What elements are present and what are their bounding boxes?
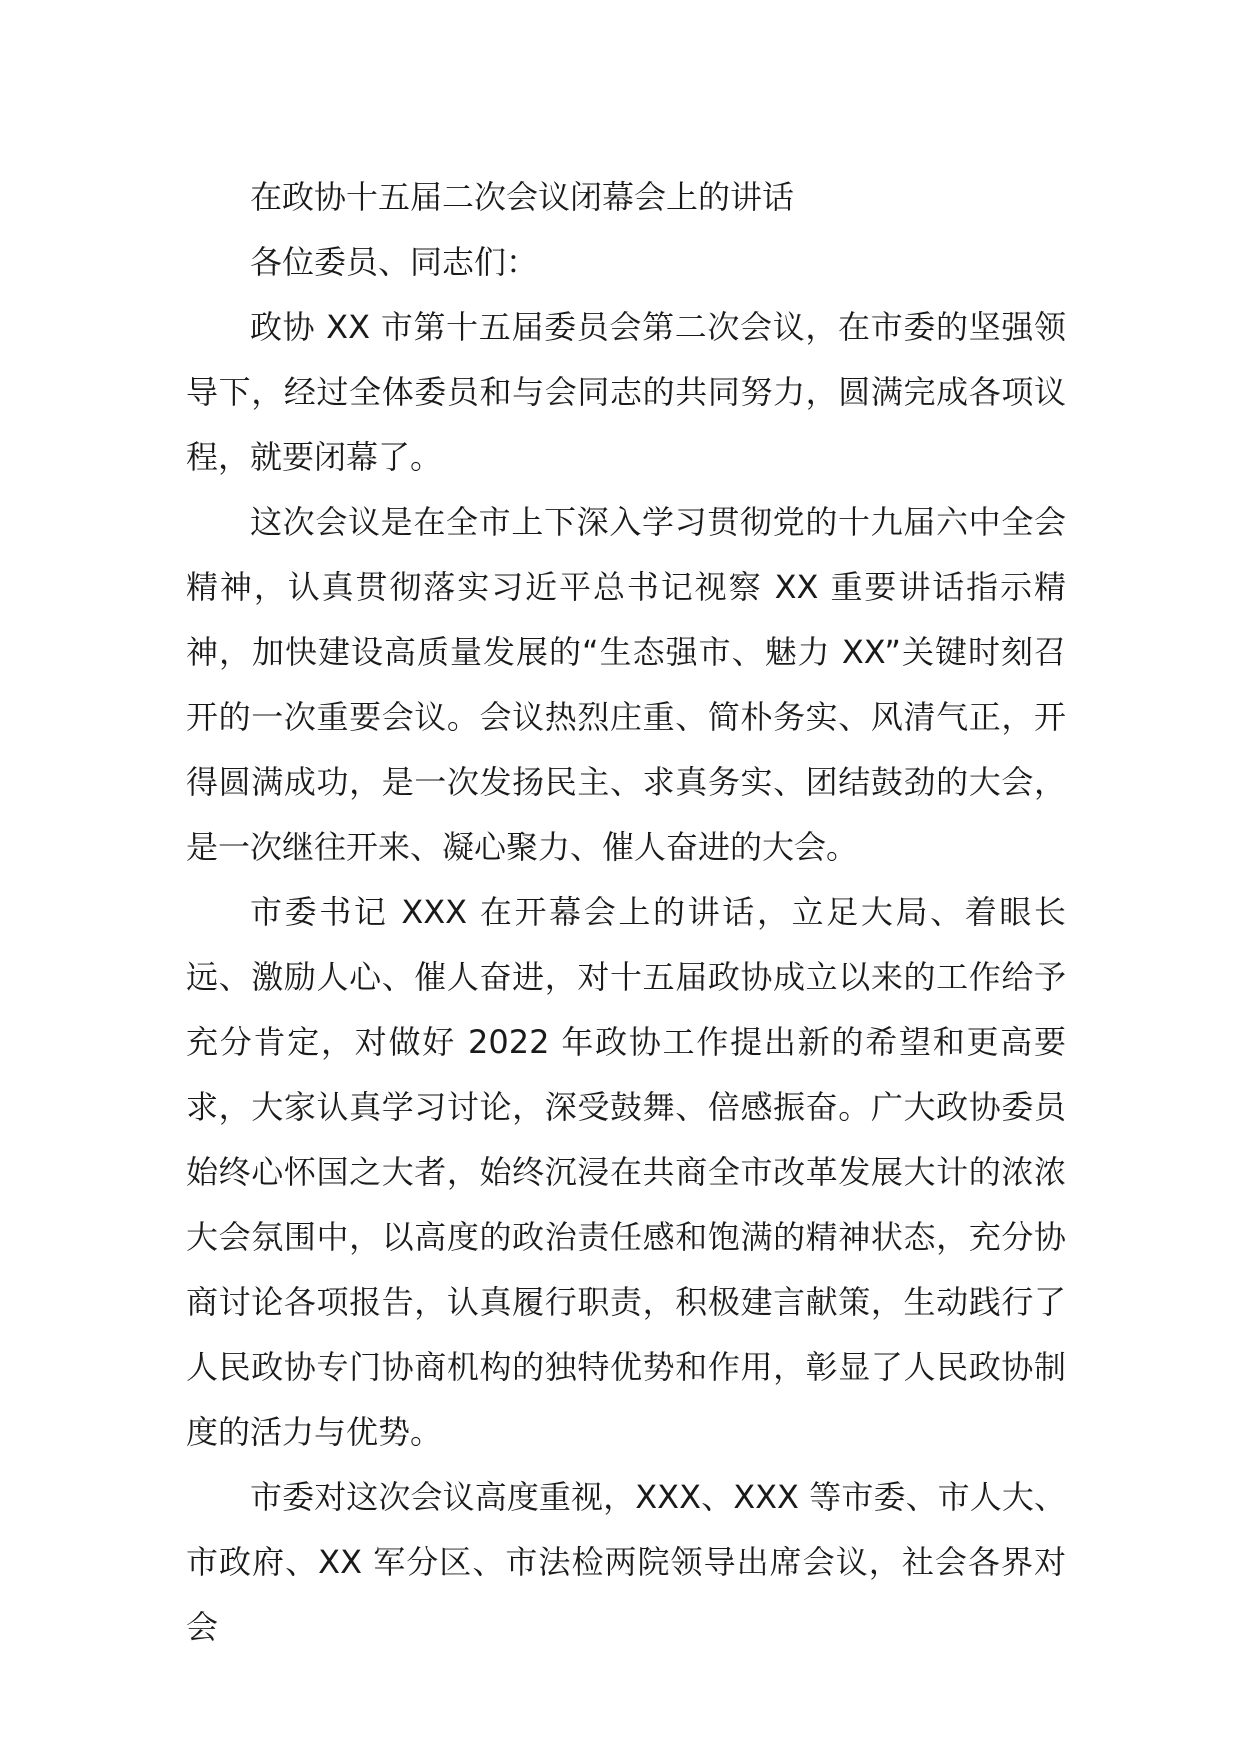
paragraph: 市委书记 XXX 在开幕会上的讲话，立足大局、着眼长远、激励人心、催人奋进，对十五届政协成立以来的工作给予充分肯定，对做好 2022 年政协工作提出新的希望和更高要求，大家认真学习讨论，深受鼓舞、倍感振奋。广大政协委员始终心怀国之大者，始终沉浸在共商全市改革发展大计的浓浓大会氛围中，以高度的政治责任感和饱满的精神状态，充分协商讨论各项报告，认真履行职责，积极建言献策，生动践行了人民政协专门协商机构的独特优势和作用，彰显了人民政协制度的活力与优势。: [186, 893, 1066, 1451]
document-title: 在政协十五届二次会议闭幕会上的讲话: [250, 178, 795, 216]
salutation: 各位委员、同志们：: [250, 243, 539, 281]
paragraph: 政协 XX 市第十五届委员会第二次会议，在市委的坚强领导下，经过全体委员和与会同志的共同努力，圆满完成各项议程，就要闭幕了。: [186, 308, 1066, 476]
paragraph: 这次会议是在全市上下深入学习贯彻党的十九届六中全会精神，认真贯彻落实习近平总书记视察 XX 重要讲话指示精神，加快建设高质量发展的“生态强市、魅力 XX”关键时刻召开的一次重要会议。会议热烈庄重、简朴务实、风清气正，开得圆满成功，是一次发扬民主、求真务实、团结鼓劲的大会，是一次继往开来、凝心聚力、催人奋进的大会。: [186, 503, 1066, 866]
paragraph: 市委对这次会议高度重视，XXX、XXX 等市委、市人大、市政府、XX 军分区、市法检两院领导出席会议，社会各界对会: [186, 1478, 1066, 1646]
document-body: [186, 165, 1066, 1660]
